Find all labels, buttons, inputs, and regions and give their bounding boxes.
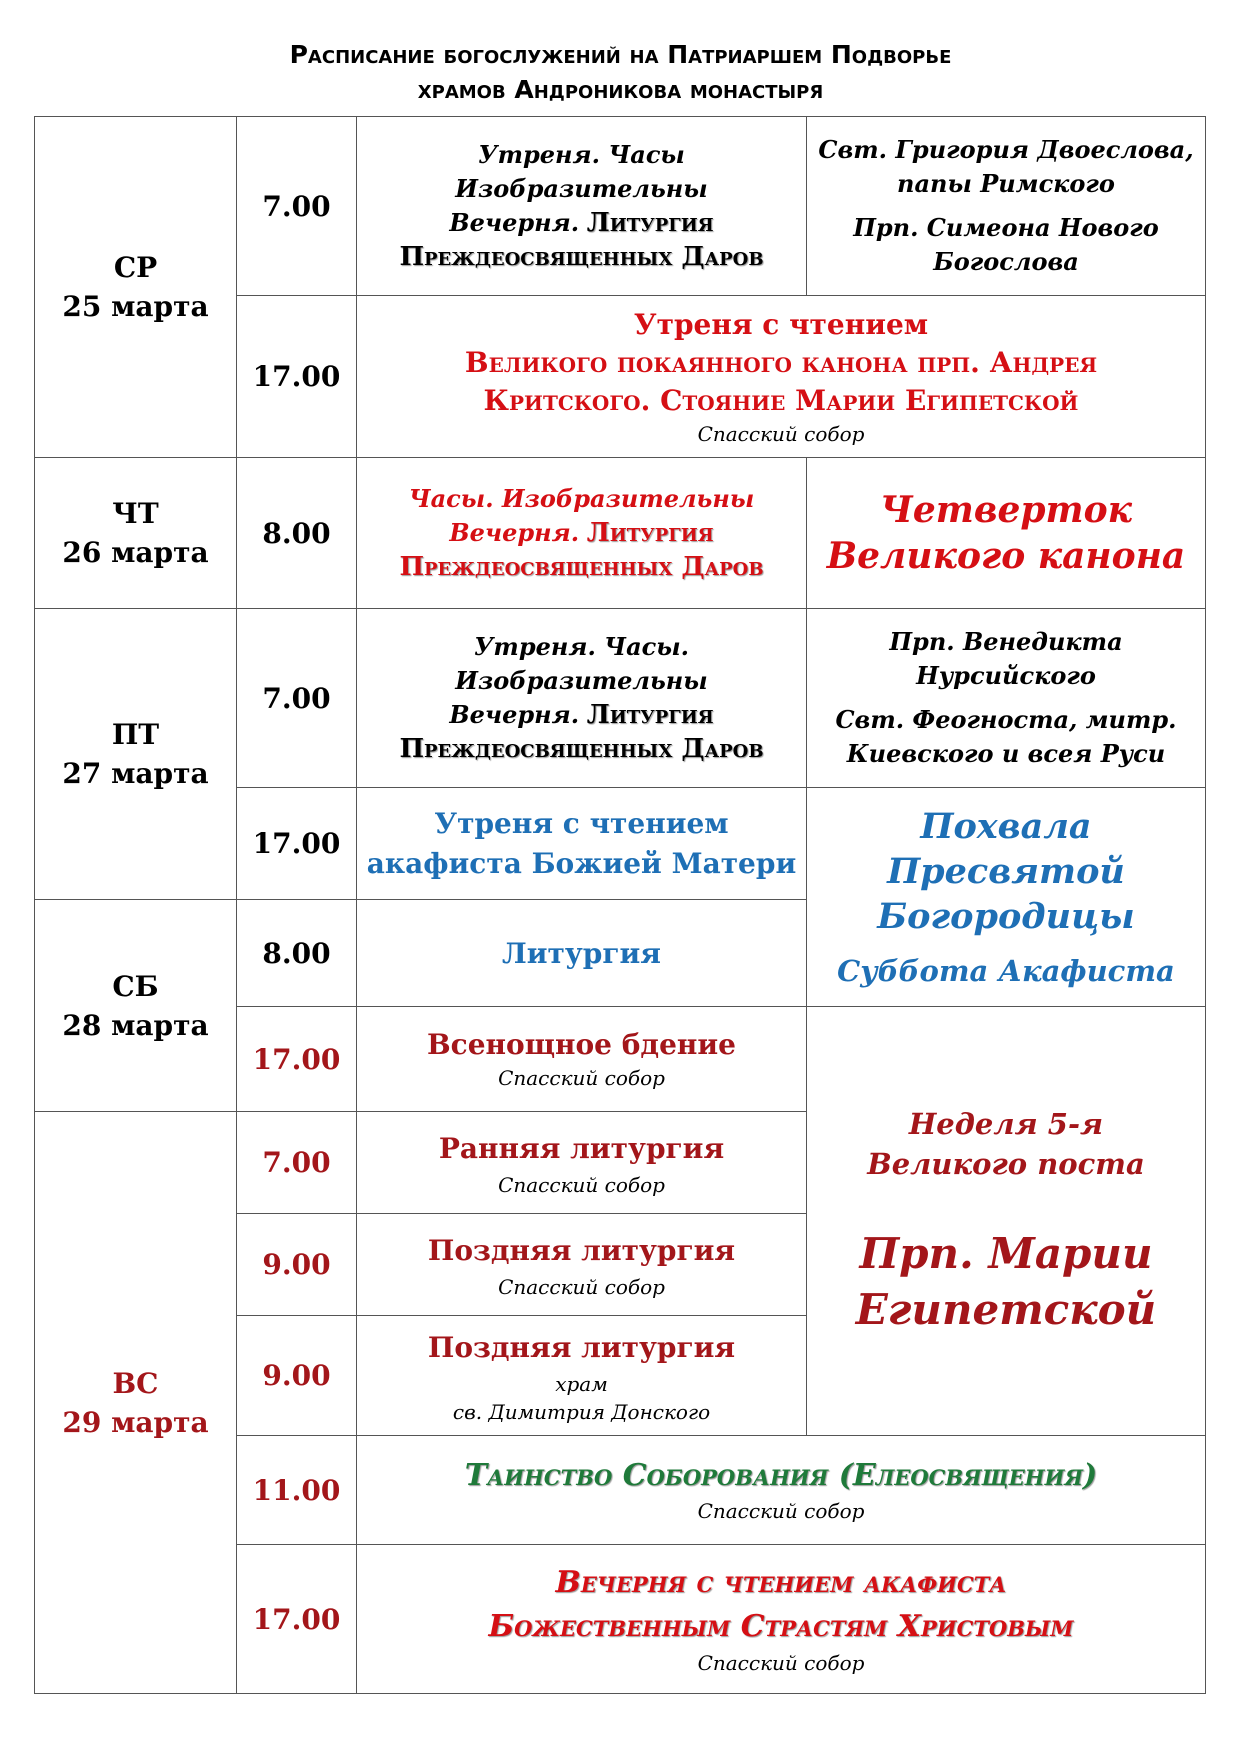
time-cell: 7.00 xyxy=(236,608,357,788)
service-cell: Ранняя литургия Спасский собор xyxy=(356,1111,807,1214)
day-name: СР xyxy=(113,251,158,284)
time-cell: 17.00 xyxy=(236,1544,357,1694)
time-cell: 8.00 xyxy=(236,457,357,609)
day-date: 25 марта xyxy=(62,290,209,323)
day-date: 27 марта xyxy=(62,757,209,790)
day-sat xyxy=(34,899,237,1112)
feast-cell: Похвала Пресвятой Богородицы Суббота Акафиста xyxy=(806,787,1206,1007)
day-date: 26 марта xyxy=(62,536,209,569)
day-thu xyxy=(34,457,237,609)
time-cell: 7.00 xyxy=(236,1111,357,1214)
time-cell: 8.00 xyxy=(236,899,357,1007)
service-cell: Утреня с чтением Великого покаянного канона прп. Андрея Критского. Стояние Марии Египетской Спасский собор xyxy=(356,295,1206,458)
service-cell: Утреня. Часы. Изобразительны Вечерня. Литургия Преждеосвященных Даров xyxy=(356,608,807,788)
service-cell: Таинство Соборования (Елеосвящения) Спасский собор xyxy=(356,1435,1206,1545)
service-cell: Всенощное бдение Спасский собор xyxy=(356,1006,807,1112)
time-cell: 7.00 xyxy=(236,116,357,296)
time-cell: 11.00 xyxy=(236,1435,357,1545)
service-cell: Вечерня с чтением акафиста Божественным Страстям Христовым Спасский собор xyxy=(356,1544,1206,1694)
time-cell: 17.00 xyxy=(236,1006,357,1112)
service-cell: Поздняя литургия храм св. Димитрия Донского xyxy=(356,1315,807,1436)
service-cell: Утреня. Часы Изобразительны Вечерня. Литургия Преждеосвященных Даров xyxy=(356,116,807,296)
day-fri xyxy=(34,608,237,900)
service-cell: Часы. Изобразительны Вечерня. Литургия Преждеосвященных Даров xyxy=(356,457,807,609)
saints-cell: Свт. Григория Двоеслова, папы Римского Прп. Симеона Нового Богослова xyxy=(806,116,1206,296)
page-subtitle: храмов Андроникова монастыря xyxy=(417,75,824,104)
page-title: Расписание богослужений на Патриаршем Подворье xyxy=(289,40,952,69)
day-name: ПТ xyxy=(111,718,160,751)
time-cell: 17.00 xyxy=(236,787,357,900)
day-wed xyxy=(34,116,237,458)
time-cell: 9.00 xyxy=(236,1315,357,1436)
day-name: ВС xyxy=(112,1366,159,1400)
service-cell: Утреня с чтением акафиста Божией Матери xyxy=(356,787,807,900)
saints-cell: Прп. Венедикта Нурсийского Свт. Феогноста, митр. Киевского и всея Руси xyxy=(806,608,1206,788)
day-date: 28 марта xyxy=(62,1008,209,1042)
feast-cell: Неделя 5-я Великого поста Прп. Марии Египетской xyxy=(806,1006,1206,1436)
time-cell: 17.00 xyxy=(236,295,357,458)
feast-cell: Четверток Великого канона xyxy=(806,457,1206,609)
day-name: СБ xyxy=(112,969,159,1003)
time-cell: 9.00 xyxy=(236,1213,357,1316)
day-name: ЧТ xyxy=(112,497,159,530)
day-date: 29 марта xyxy=(62,1405,209,1439)
day-sun xyxy=(34,1111,237,1694)
service-cell: Литургия xyxy=(356,899,807,1007)
service-cell: Поздняя литургия Спасский собор xyxy=(356,1213,807,1316)
